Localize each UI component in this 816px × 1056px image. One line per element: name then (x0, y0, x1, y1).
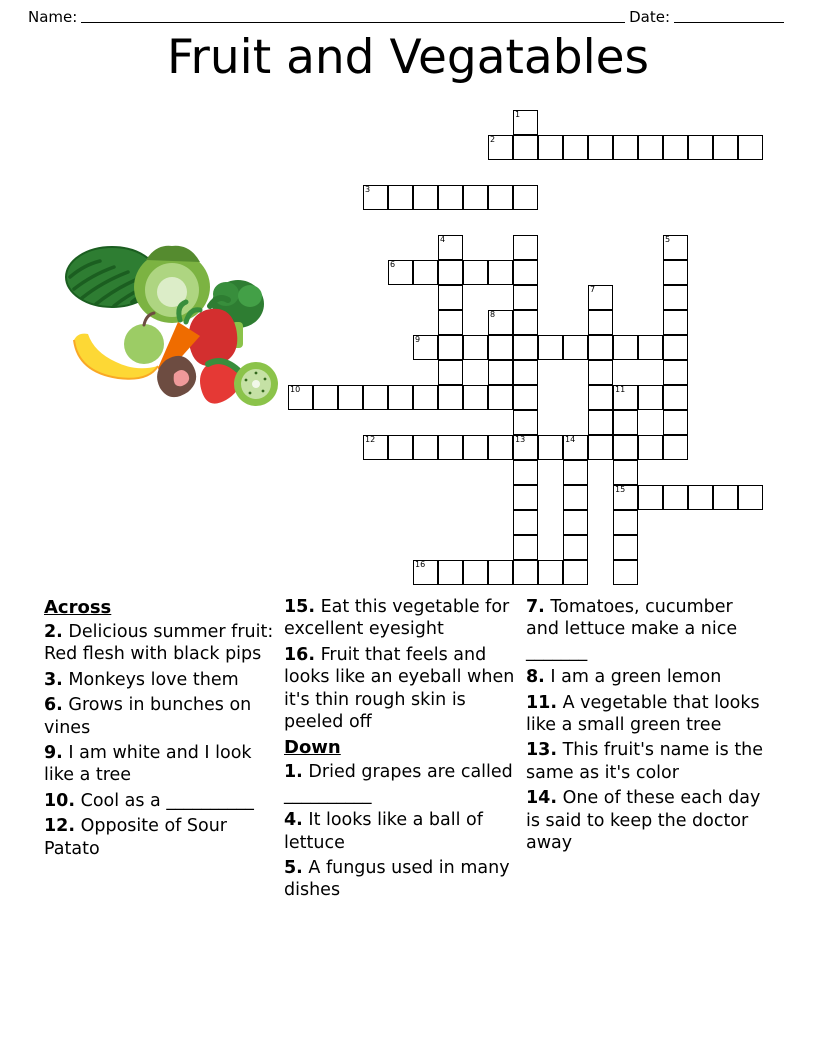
clue-down-8 (526, 666, 764, 688)
crossword-cell[interactable] (438, 335, 463, 360)
clue-down-11 (526, 692, 764, 737)
crossword-cell-number: 16 (415, 560, 426, 569)
crossword-cell[interactable] (588, 435, 613, 460)
crossword-cell[interactable] (613, 135, 638, 160)
crossword-cell[interactable] (338, 385, 363, 410)
crossword-cell[interactable] (513, 410, 538, 435)
clue-across-2 (44, 621, 274, 666)
crossword-cell[interactable] (488, 435, 513, 460)
crossword-cell-number: 9 (415, 335, 421, 344)
crossword-cell[interactable] (288, 385, 313, 410)
crossword-cell[interactable] (438, 385, 463, 410)
crossword-cell[interactable] (588, 135, 613, 160)
clue-text: Cool as a __________ (80, 790, 254, 811)
clue-number: 4. (284, 810, 303, 831)
crossword-cell[interactable] (663, 135, 688, 160)
crossword-cell[interactable] (613, 535, 638, 560)
crossword-cell[interactable] (438, 185, 463, 210)
crossword-cell[interactable] (513, 460, 538, 485)
crossword-cell[interactable] (588, 410, 613, 435)
clue-number: 14. (526, 788, 558, 809)
crossword-cell[interactable] (638, 135, 663, 160)
crossword-cell[interactable] (438, 360, 463, 385)
crossword-cell[interactable] (563, 135, 588, 160)
crossword-cell[interactable] (613, 410, 638, 435)
crossword-cell-number: 4 (440, 235, 446, 244)
clue-down-13 (526, 739, 764, 784)
clue-number: 3. (44, 669, 63, 690)
crossword-cell[interactable] (463, 335, 488, 360)
crossword-cell[interactable] (513, 235, 538, 260)
clue-across-16 (284, 644, 516, 734)
crossword-cell[interactable] (513, 535, 538, 560)
clue-number: 8. (526, 667, 545, 688)
clue-text: Grows in bunches on vines (44, 695, 252, 738)
crossword-cell[interactable] (488, 310, 513, 335)
crossword-cell[interactable] (413, 260, 438, 285)
crossword-cell[interactable] (363, 435, 388, 460)
clue-down-14 (526, 787, 764, 854)
crossword-cell[interactable] (663, 335, 688, 360)
crossword-cell-number: 3 (365, 185, 371, 194)
clue-number: 11. (526, 692, 558, 713)
crossword-cell[interactable] (413, 385, 438, 410)
crossword-cell[interactable] (588, 360, 613, 385)
produce-illustration (60, 232, 280, 412)
crossword-cell[interactable] (388, 260, 413, 285)
clue-number: 1. (284, 762, 303, 783)
crossword-cell[interactable] (588, 385, 613, 410)
crossword-cell[interactable] (713, 485, 738, 510)
crossword-cell[interactable] (463, 385, 488, 410)
crossword-cell[interactable] (488, 135, 513, 160)
crossword-cell[interactable] (488, 385, 513, 410)
crossword-cell[interactable] (563, 560, 588, 585)
crossword-cell[interactable] (413, 335, 438, 360)
crossword-cell[interactable] (563, 460, 588, 485)
crossword-cell[interactable] (363, 385, 388, 410)
clue-down-4 (284, 809, 516, 854)
crossword-cell[interactable] (488, 360, 513, 385)
crossword-cell[interactable] (513, 485, 538, 510)
crossword-cell[interactable] (463, 560, 488, 585)
crossword-cell[interactable] (663, 235, 688, 260)
clue-across-9 (44, 742, 274, 787)
crossword-cell[interactable] (638, 335, 663, 360)
crossword-cell[interactable] (563, 485, 588, 510)
crossword-cell[interactable] (613, 385, 638, 410)
crossword-cell[interactable] (538, 335, 563, 360)
clue-text: It looks like a ball of lettuce (284, 810, 483, 853)
clue-column-1 (44, 596, 284, 976)
crossword-cell-number: 11 (615, 385, 626, 394)
crossword-cell-number: 2 (490, 135, 496, 144)
crossword-cell-number: 6 (390, 260, 396, 269)
crossword-cell[interactable] (613, 460, 638, 485)
clue-number: 16. (284, 644, 316, 665)
crossword-cell[interactable] (513, 285, 538, 310)
crossword-cell[interactable] (663, 385, 688, 410)
crossword-cell[interactable] (663, 435, 688, 460)
name-label: Name: (28, 8, 78, 26)
crossword-cell[interactable] (388, 385, 413, 410)
clue-text: Tomatoes, cucumber and lettuce make a nice _______ (526, 597, 738, 662)
crossword-cell[interactable] (388, 435, 413, 460)
crossword-grid[interactable] (288, 110, 788, 590)
crossword-cell[interactable] (613, 485, 638, 510)
clue-text: A fungus used in many dishes (284, 857, 510, 901)
crossword-cell-number: 12 (365, 435, 376, 444)
crossword-cell[interactable] (563, 510, 588, 535)
crossword-cell-number: 15 (615, 485, 626, 494)
across-heading: Across (44, 597, 112, 618)
clue-across-12 (44, 815, 274, 860)
crossword-cell[interactable] (513, 260, 538, 285)
crossword-cell[interactable] (563, 335, 588, 360)
crossword-cell[interactable] (438, 560, 463, 585)
crossword-cell-number: 7 (590, 285, 596, 294)
crossword-cell[interactable] (438, 435, 463, 460)
crossword-cell-number: 10 (290, 385, 301, 394)
clue-down-7 (526, 596, 764, 663)
crossword-cell-number: 14 (565, 435, 576, 444)
crossword-cell[interactable] (463, 435, 488, 460)
name-date-bar (28, 0, 788, 26)
crossword-cell[interactable] (688, 485, 713, 510)
clue-text: I am a green lemon (550, 667, 722, 688)
clue-number: 7. (526, 597, 545, 617)
clue-text: Eat this vegetable for excellent eyesight (284, 597, 510, 640)
crossword-cell[interactable] (488, 185, 513, 210)
crossword-cell[interactable] (613, 435, 638, 460)
crossword-cell[interactable] (463, 185, 488, 210)
crossword-cell[interactable] (363, 185, 388, 210)
crossword-cell-number: 8 (490, 310, 496, 319)
crossword-cell[interactable] (513, 385, 538, 410)
crossword-cell[interactable] (563, 535, 588, 560)
clue-text: Opposite of Sour Patato (44, 816, 227, 859)
crossword-cell[interactable] (488, 335, 513, 360)
crossword-cell-number: 13 (515, 435, 526, 444)
clue-text: Fruit that feels and looks like an eyeball when it's thin rough skin is peeled off (284, 644, 515, 732)
crossword-cell[interactable] (663, 310, 688, 335)
crossword-cell[interactable] (513, 335, 538, 360)
clue-number: 10. (44, 790, 76, 811)
crossword-cell[interactable] (438, 260, 463, 285)
crossword-cell[interactable] (513, 360, 538, 385)
crossword-cell[interactable] (663, 260, 688, 285)
clue-across-3 (44, 669, 274, 691)
clue-text: Delicious summer fruit: Red flesh with black pips (44, 622, 274, 665)
clue-column-3 (526, 596, 774, 976)
clue-number: 13. (526, 740, 558, 761)
clue-number: 12. (44, 816, 76, 837)
produce-illustration-svg (60, 232, 280, 412)
clue-column-2 (284, 596, 526, 976)
crossword-cell[interactable] (513, 510, 538, 535)
crossword-cell[interactable] (688, 135, 713, 160)
crossword-cell[interactable] (413, 185, 438, 210)
crossword-cell[interactable] (738, 485, 763, 510)
crossword-cell[interactable] (513, 435, 538, 460)
crossword-cell[interactable] (413, 435, 438, 460)
kiwi-icon (234, 362, 278, 406)
crossword-cell-number: 1 (515, 110, 521, 119)
date-write-line[interactable] (674, 21, 784, 23)
crossword-cell[interactable] (488, 560, 513, 585)
clue-down-1 (284, 761, 516, 806)
crossword-cell[interactable] (638, 485, 663, 510)
crossword-cell[interactable] (513, 135, 538, 160)
crossword-cell[interactable] (713, 135, 738, 160)
crossword-cell[interactable] (513, 560, 538, 585)
crossword-cell[interactable] (438, 285, 463, 310)
date-label: Date: (629, 8, 670, 26)
crossword-cell[interactable] (538, 560, 563, 585)
clue-across-6 (44, 694, 274, 739)
clue-number: 5. (284, 857, 303, 878)
crossword-cell[interactable] (438, 310, 463, 335)
crossword-cell[interactable] (513, 185, 538, 210)
crossword-cell[interactable] (488, 260, 513, 285)
crossword-cell[interactable] (538, 435, 563, 460)
crossword-cell[interactable] (663, 285, 688, 310)
clue-text: Dried grapes are called __________ (284, 762, 513, 805)
clue-text: Monkeys love them (68, 669, 239, 690)
clue-number: 2. (44, 622, 63, 643)
name-write-line[interactable] (81, 21, 625, 23)
clues-section (44, 596, 774, 976)
crossword-cell[interactable] (638, 435, 663, 460)
crossword-cell-number: 5 (665, 235, 671, 244)
clue-across-10 (44, 790, 274, 812)
crossword-cell[interactable] (513, 110, 538, 135)
clue-number: 15. (284, 597, 316, 617)
clue-down-5 (284, 857, 516, 902)
crossword-cell[interactable] (663, 410, 688, 435)
crossword-cell[interactable] (613, 560, 638, 585)
clue-text: This fruit's name is the same as it's color (526, 740, 764, 783)
crossword-cell[interactable] (613, 335, 638, 360)
crossword-cell[interactable] (588, 285, 613, 310)
clue-text: One of these each day is said to keep the doctor away (526, 788, 761, 853)
clue-number: 6. (44, 695, 63, 716)
page-title: Fruit and Vegatables (166, 30, 650, 85)
crossword-cell[interactable] (588, 310, 613, 335)
clue-text: I am white and I look like a tree (44, 742, 252, 786)
crossword-cell[interactable] (563, 435, 588, 460)
clue-across-15 (284, 596, 516, 641)
green-apple-icon (124, 313, 164, 364)
clue-text: A vegetable that looks like a small green tree (526, 692, 760, 735)
crossword-cell[interactable] (463, 260, 488, 285)
crossword-cell[interactable] (588, 335, 613, 360)
crossword-cell[interactable] (663, 360, 688, 385)
down-heading: Down (284, 737, 341, 759)
crossword-cell[interactable] (413, 560, 438, 585)
crossword-cell[interactable] (738, 135, 763, 160)
crossword-cell[interactable] (513, 310, 538, 335)
clue-number: 9. (44, 742, 63, 763)
crossword-cell[interactable] (313, 385, 338, 410)
crossword-cell[interactable] (538, 135, 563, 160)
crossword-cell[interactable] (613, 510, 638, 535)
crossword-cell[interactable] (388, 185, 413, 210)
crossword-cell[interactable] (663, 485, 688, 510)
crossword-cell[interactable] (438, 235, 463, 260)
crossword-cell[interactable] (638, 385, 663, 410)
